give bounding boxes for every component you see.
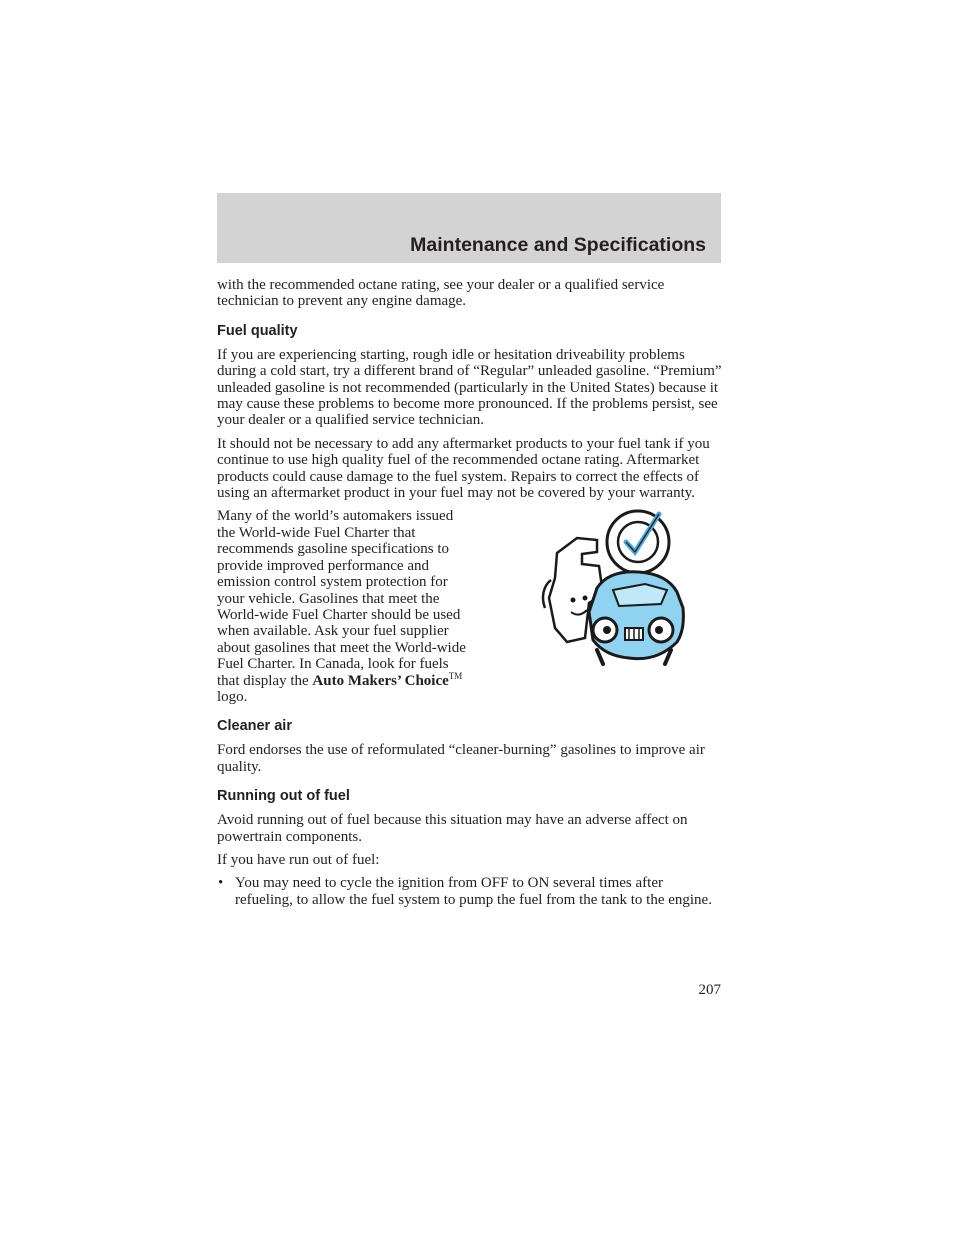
page-body [217,277,722,908]
bullet-marker: • [218,875,224,892]
section-title: Maintenance and Specifications [410,234,706,256]
fuel-charter-section [217,508,722,705]
cleaner-air-paragraph: Ford endorses the use of reformulated “cleaner-burning” gasolines to improve air quality. [217,742,705,775]
auto-makers-choice-brand: Auto Makers’ Choice [312,672,449,689]
fuel-quality-heading: Fuel quality [217,322,298,339]
section-header-band [217,193,721,263]
fuel-quality-paragraph-2: It should not be necessary to add any aftermarket products to your fuel tank if you continue to use high quality fuel of the recommended octane rating. Aftermarket products could cause damage to the fuel system. Repairs to correct the effects of using an aftermarket product in your fuel may not be covered by your warranty. [217,435,710,502]
car-pupil-right [655,626,663,634]
cleaner-air-heading: Cleaner air [217,718,292,735]
pump-eye-left [571,598,576,603]
running-out-paragraph-1: Avoid running out of fuel because this situation may have an adverse affect on powertrain components. [217,812,688,845]
fuel-quality-paragraph-1: If you are experiencing starting, rough idle or hesitation driveability problems during a cold start, try a different brand of “Regular” unleaded gasoline. “Premium” unleaded gasoline is not recommended (particularly in the United States) because it may cause these problems to become more pronounced. If the problems persist, see your dealer or a qualified service technician. [217,346,722,429]
fuel-charter-end: logo. [217,688,248,705]
car-pupil-left [603,626,611,634]
auto-makers-choice-logo-icon [527,508,687,668]
trademark-mark: TM [448,670,463,681]
intro-paragraph: with the recommended octane rating, see your dealer or a qualified service technician to prevent any engine damage. [217,277,665,310]
list-item [217,875,722,908]
fuel-charter-text: Many of the world’s automakers issued the World-wide Fuel Charter that recommends gasoline specifications to provide improved performance and emission control system protection for your vehicle. Gasolines that meet the World-wide Fuel Charter should be used when available. Ask your fuel supplier about gasolines that meet the World-wide Fuel Charter. In Canada, look for fuels that display the [217,508,466,689]
fuel-charter-paragraph [217,508,472,705]
running-out-paragraph-2: If you have run out of fuel: [217,851,380,868]
page-number: 207 [698,982,721,998]
running-out-heading: Running out of fuel [217,788,350,805]
pump-eye-right [583,596,588,601]
bullet-text: You may need to cycle the ignition from OFF to ON several times after refueling, to allow the fuel system to pump the fuel from the tank to the engine. [235,875,712,908]
